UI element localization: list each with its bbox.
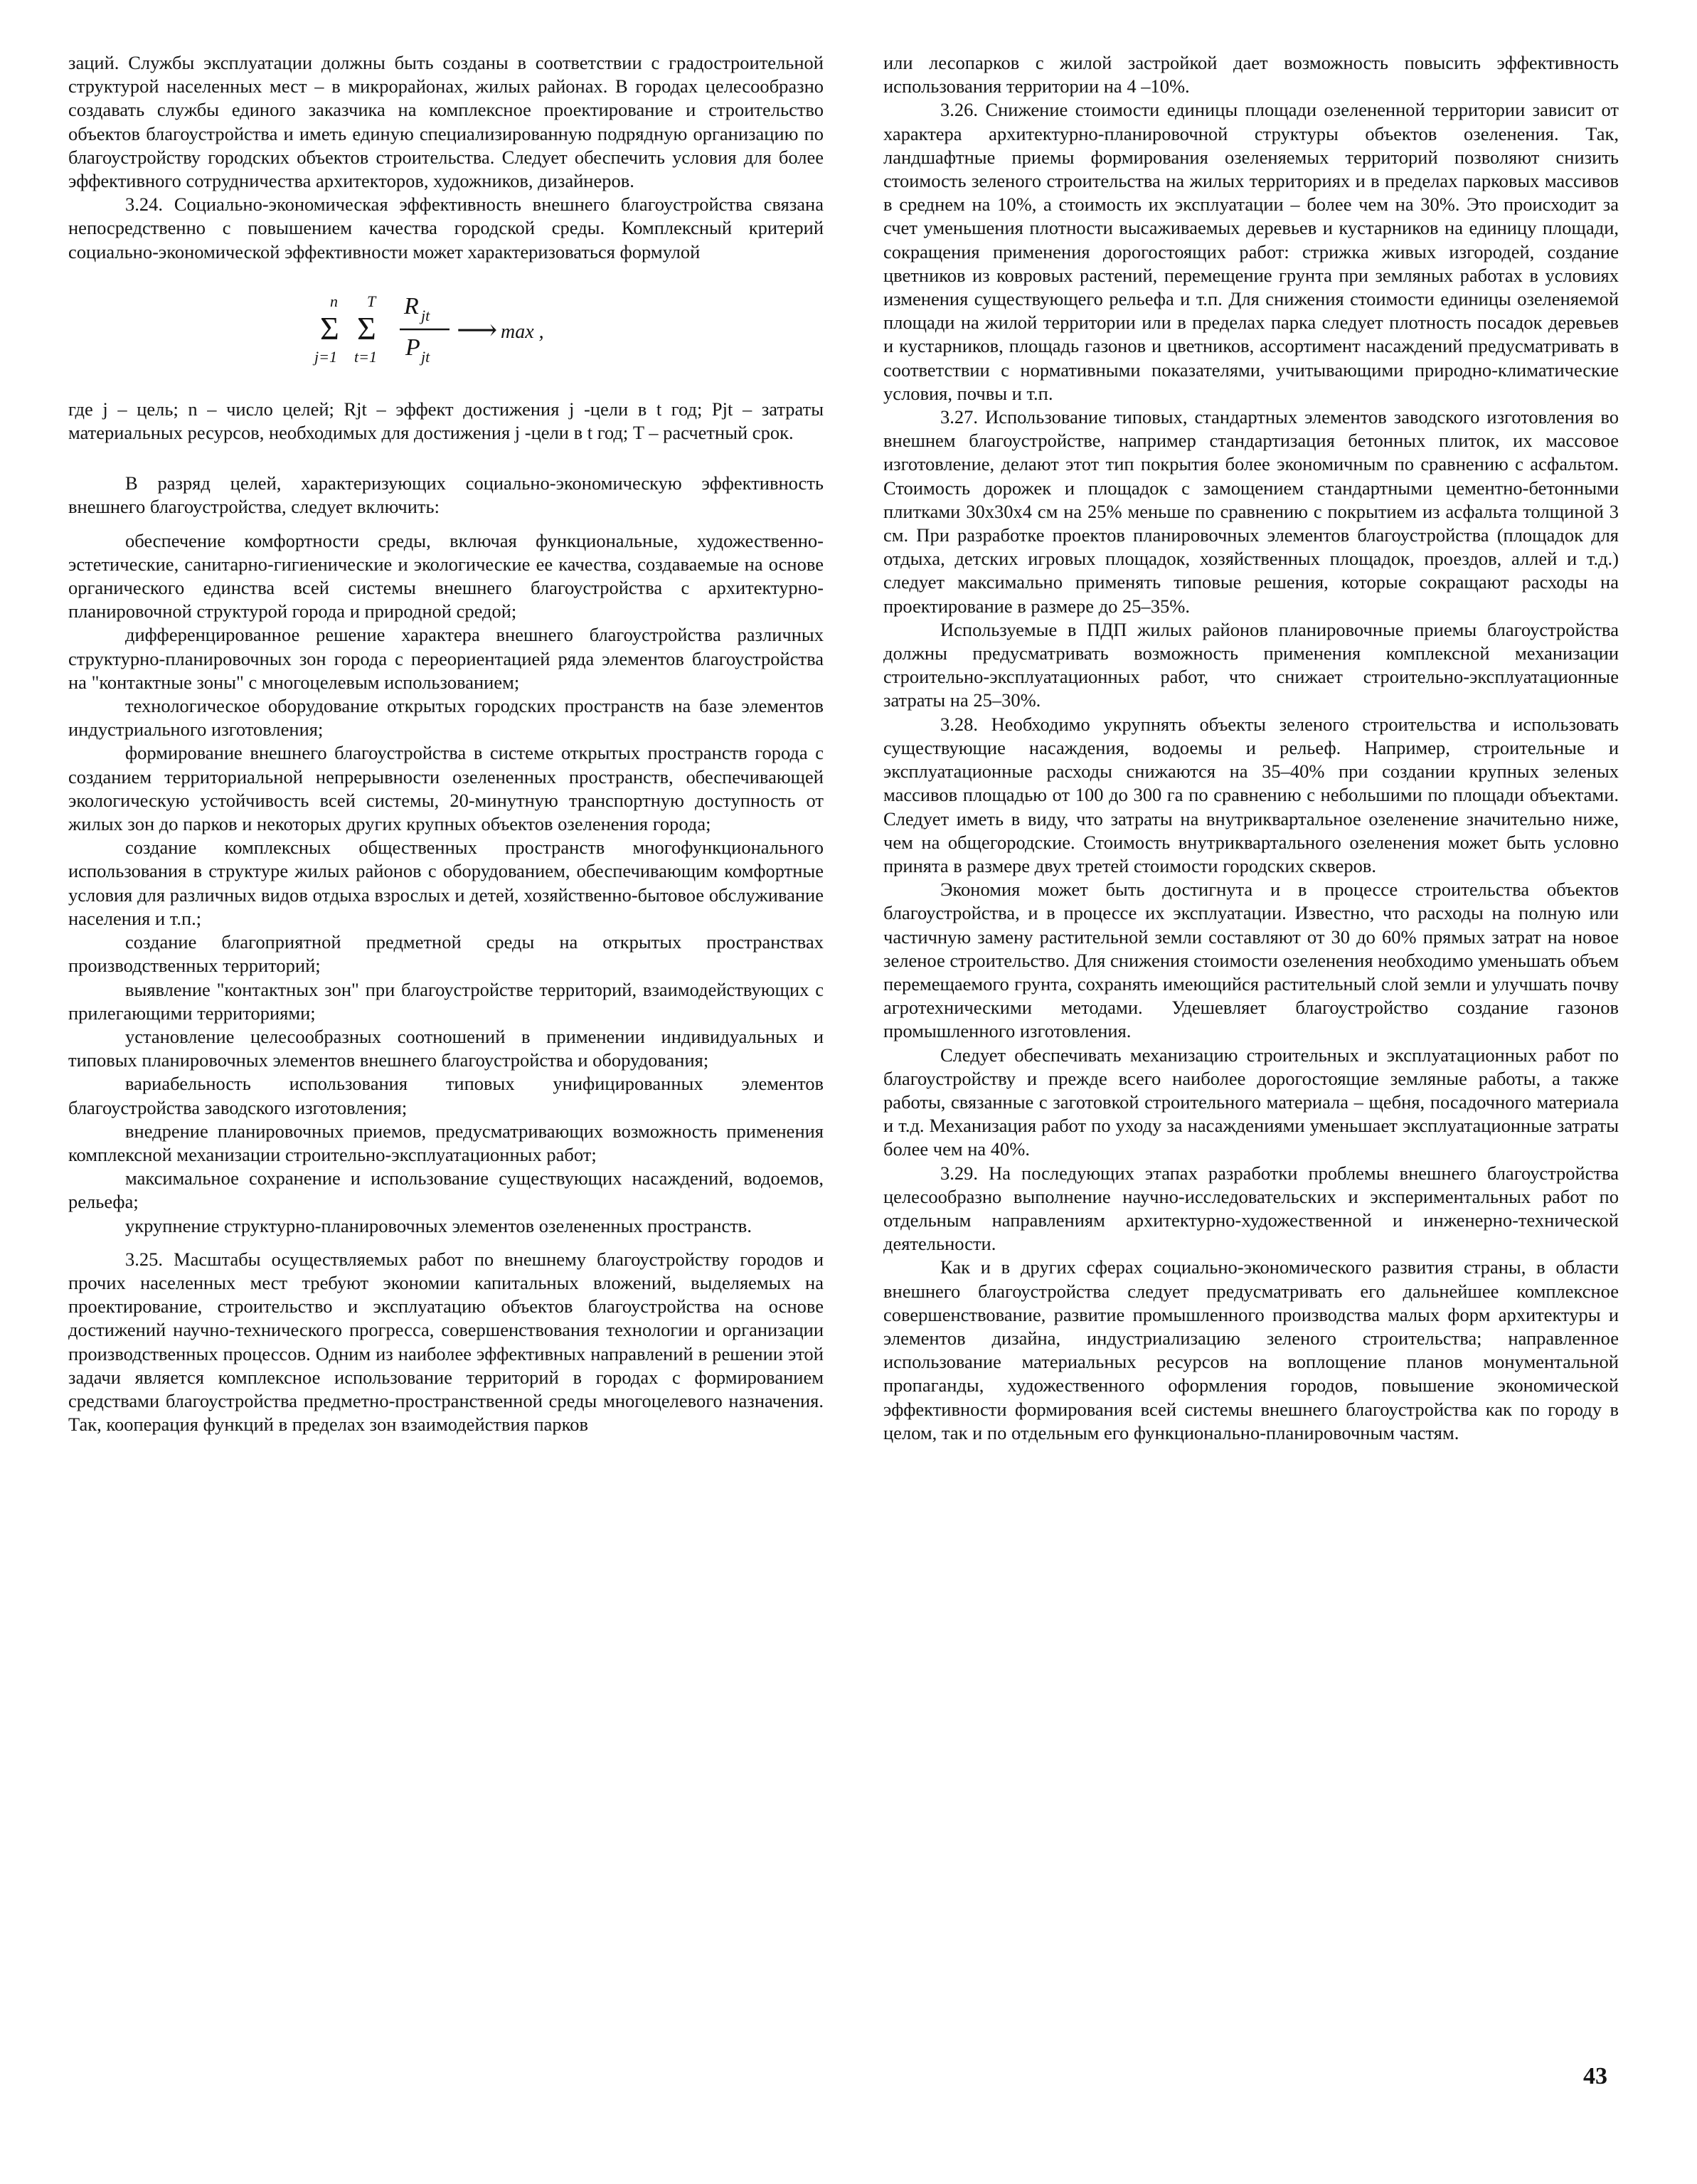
section-number: 3.24. [125,194,163,216]
efficiency-formula [68,282,824,382]
list-item: внедрение планировочных приемов, предусматривающих возможность применения комплексной механизации строительно-эксплуатационных работ; [68,1120,824,1165]
section-3-27 [883,405,1619,618]
paragraph: Следует обеспечивать механизацию строительных и эксплуатационных работ по благоустройству и прежде всего наиболее дорогостоящие земляные работы, а также работы, связанные с заготовкой строительного материала – щебня, посадочного материала и т.д. Механизация работ по уходу за насаждениями уменьшает эксплуатационные затраты более чем на 40%. [883,1044,1619,1160]
spacer [68,519,824,529]
outer-sum-sign: Σ [320,309,339,346]
goals-list [68,529,824,1238]
section-number: 3.28. [940,713,978,735]
arrow-icon: ⟶ [457,313,498,346]
lower-limit-t: t=1 [354,347,377,366]
section-number: 3.25. [125,1248,163,1270]
page-number: 43 [1583,2063,1607,2089]
formula-graphic [310,282,609,382]
section-3-24 [68,193,824,264]
paragraph: Как и в других сферах социально-экономического развития страны, в области внешнего благоустройства следует предусматривать его дальнейшее комплексное совершенствование, развитие промышленного производства малых форм архитектуры и элементов дизайна, индустриализацию зеленого строительства; направленное использование материальных ресурсов на воплощение планов монументальной пропаганды, художественного оформления городов, повышение экономической эффективности формирования всей системы внешнего благоустройства как по городу в целом, так и по отдельным его функционально-планировочным частям. [883,1256,1619,1443]
section-text: Социально-экономическая эффективность внешнего благоустройства связана непосредственно с повышением качества городской среды. Комплексный критерий социально-экономической эффективности может характеризоваться формулой [68,194,824,263]
list-item: создание благоприятной предметной среды на открытых пространствах производственных территорий; [68,931,824,977]
paragraph: Используемые в ПДП жилых районов планировочные приемы благоустройства должны предусматривать возможность применения комплексной механизации строительно-эксплуатационных работ, что снижает строительно-эксплуатационные затраты на 25–30%. [883,618,1619,711]
section-number: 3.29. [940,1162,978,1184]
intro-paragraph: заций. Службы эксплуатации должны быть созданы в соответствии с градостроительной структурой населенных мест – в микрорайонах, жилых районах. В городах целесообразно создавать службы единого заказчика на комплексное проектирование и строительство объектов благоустройства и иметь единую специализированную подрядную организацию по благоустройству городских объектов строительства. Следует обеспечить условия для более эффективного сотрудничества архитекторов, художников, дизайнеров. [68,52,824,192]
list-item: максимальное сохранение и использование существующих насаждений, водоемов, рельефа; [68,1167,824,1213]
right-column [883,51,1619,1445]
section-3-26 [883,98,1619,405]
denominator-subscript: jt [421,347,430,366]
spacer [68,445,824,472]
section-3-25 [68,1248,824,1437]
section-3-28 [883,713,1619,878]
section-text: Масштабы осуществляемых работ по внешнему благоустройству городов и прочих населенных мест требуют экономии капитальных вложений, выделяемых на проектирование, строительство и эксплуатацию объектов благоустройства на основе достижений научно-технического прогресса, совершенствования технологии и организации производственных процессов. Одним из наиболее эффективных направлений в решении этой задачи является комплексное использование территорий в городах с формированием средствами благоустройства предметно-пространственной среды многоцелевого назначения. Так, кооперация функций в пределах зон взаимодействия парков [68,1248,824,1436]
upper-limit-t: T [367,292,376,310]
lower-limit-j: j=1 [314,347,337,366]
list-item: вариабельность использования типовых унифицированных элементов благоустройства заводского изготовления; [68,1073,824,1118]
list-item: установление целесообразных соотношений в применении индивидуальных и типовых планировочных элементов внешнего благоустройства и оборудования; [68,1025,824,1071]
upper-limit-n: n [330,292,338,310]
list-item: выявление "контактных зон" при благоустройстве территорий, взаимодействующих с прилегающими территориями; [68,978,824,1024]
numerator-subscript: jt [421,306,430,324]
section-text: Использование типовых, стандартных элементов заводского изготовления во внешнем благоустройстве, например стандартизация бетонных плиток, их массовое изготовление, делают этот тип покрытия более экономичным по сравнению с асфальтом. Стоимость дорожек и площадок с замощением стандартными цементно-бетонными плитками 30х30х4 см на 25% меньше по сравнению с покрытием из асфальта толщиной 3 см. При разработке проектов планировочных элементов благоустройства (площадок для отдыха, детских игровых площадок, хозяйственных площадок, проездов, аллей и т.д.) следует максимально применять типовые решения, которые сокращают расходы на проектирование в размере до 25–35%. [883,406,1619,617]
denominator-p: P [405,334,420,361]
section-text: Необходимо укрупнять объекты зеленого строительства и использовать существующие насаждения, водоемы и рельеф. Например, строительные и эксплуатационные расходы снижаются на 35–40% при создании крупных зеленых массивов площадью от 100 до 300 га по сравнению с небольшими по площади объектами. Следует иметь в виду, что затраты на внутриквартальное озеленение значительно ниже, чем на общегородские. Стоимость внутриквартального озеленения может быть условно принята в размере двух третей стоимости городских скверов. [883,713,1619,876]
spacer [68,1238,824,1248]
inner-sum-sign: Σ [357,309,376,346]
section-number: 3.26. [940,99,978,121]
list-item: создание комплексных общественных пространств многофункционального использования в структуре жилых районов с оборудованием, обеспечивающим комфортные условия для различных видов отдыха взрослых и детей, хозяйственно-бытовое обслуживание населения и т.п.; [68,837,824,929]
left-column [68,51,824,1436]
list-item: укрупнение структурно-планировочных элементов озелененных пространств. [125,1214,752,1236]
section-text: На последующих этапах разработки проблемы внешнего благоустройства целесообразно выполнение научно-исследовательских и экспериментальных работ по отдельным направлениям архитектурно-художественной и инженерно-технической деятельности. [883,1162,1619,1255]
continuation-paragraph: или лесопарков с жилой застройкой дает возможность повысить эффективность использования территории на 4 –10%. [883,52,1619,97]
section-number: 3.27. [940,406,978,428]
list-item: формирование внешнего благоустройства в системе открытых пространств города с созданием территориальной непрерывности озелененных пространств, обеспечивающей экологическую устойчивость всей системы, 20-минутную транспортную доступность от жилых зон до парков и некоторых других крупных объектов озеленения города; [68,742,824,835]
paragraph: Экономия может быть достигнута и в процессе строительства объектов благоустройства, и в процессе их эксплуатации. Известно, что расходы на полную или частичную замену растительной земли составляют от 30 до 60% прямых затрат на новое зеленое строительство. Для снижения стоимости озеленения необходимо уменьшать объем перемещаемого грунта, сохранять имеющийся растительный слой земли и улучшать почву агротехническими методами. Удешевляет благоустройство создание газонов промышленного изготовления. [883,879,1619,1042]
list-item: технологическое оборудование открытых городских пространств на базе элементов индустриального изготовления; [68,695,824,741]
section-text: Снижение стоимости единицы площади озелененной территории зависит от характера архитектурно-планировочной структуры объектов озеленения. Так, ландшафтные приемы формирования озеленяемых территорий позволяют снизить стоимость зеленого строительства на жилых территориях и в пределах парковых массивов в среднем на 10%, а стоимость их эксплуатации – более чем на 30%. Это происходит за счет уменьшения плотности высаживаемых деревьев и кустарников на единицу площади, сокращения применения дорогостоящих работ: стрижка живых изгородей, создание цветников из ковровых растений, перемещение грунта при земляных работах в условиях изменения существующего рельефа и т.п. Для снижения стоимости единицы озеленяемой площади на жилой территории или в пределах парка следует плотность посадок деревьев и кустарников, площадь газонов и цветников, ассортимент насаждений предусматривать в соответствии с нормативными показателями, учитывающими природно-климатические условия, почвы и т.п. [883,99,1619,404]
numerator-r: R [404,292,419,319]
list-item: обеспечение комфортности среды, включая функциональные, художественно-эстетические, санитарно-гигиенические и экологические ее качества, создаваемые на основе органического единства всей системы внешнего благоустройства с архитектурно-планировочной структурой города и природной средой; [68,529,824,622]
section-3-29 [883,1162,1619,1256]
list-item: дифференцированное решение характера внешнего благоустройства различных структурно-планировочных зон города с переориентацией ряда элементов благоустройства на "контактные зоны" с многоцелевым использованием; [68,624,824,693]
goals-intro: В разряд целей, характеризующих социально-экономическую эффективность внешнего благоустройства, следует включить: [68,472,824,518]
formula-legend: где j – цель; n – число целей; Rjt – эффект достижения j -цели в t год; Pjt – затраты материальных ресурсов, необходимых для достижения j -цели в t год; T – расчетный срок. [68,398,824,444]
target-max: max , [501,320,544,343]
